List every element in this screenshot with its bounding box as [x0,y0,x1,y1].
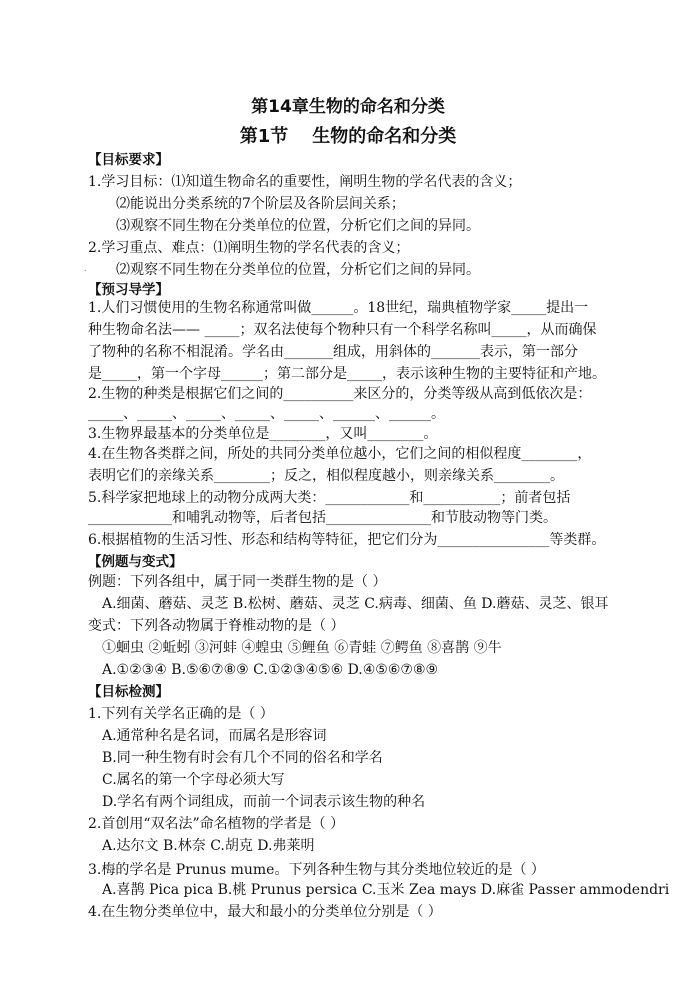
text-line: 2.生物的种类是根据它们之间的__________来区分的，分类等级从高到低依次是： [88,386,592,402]
text-line: 例题：下列各组中，属于同一类群生物的是（ ） [88,574,387,590]
text-line: 了物种的名称不相混淆。学名由_______组成，用斜体的_______表示，第一部分 [88,344,578,360]
text-line: 表明它们的亲缘关系________；反之，相似程度越小，则亲缘关系________。 [88,468,564,484]
text-line: ____________和哺乳动物等，后者包括_______________和节肢动物等门类。 [88,510,557,526]
text-line: 4.在生物分类单位中，最大和最小的分类单位分别是（ ） [88,904,442,920]
stray-mark: . [84,264,87,273]
section-label: 第1节 [239,126,289,147]
text-line: _____、_____、_____、_____、_____、______、______。 [88,406,445,422]
section-title [0,122,696,148]
text-line: A.达尔文 B.林奈 C.胡克 D.弗莱明 [102,838,315,854]
text-line: ⑵观察不同生物在分类单位的位置，分析它们之间的异同。 [116,262,480,278]
text-line: 3.生物界最基本的分类单位是________，又叫________。 [88,426,438,442]
text-line: 1.人们习惯使用的生物名称通常叫做______。18世纪，瑞典植物学家_____提出一 [88,300,589,316]
section-heading: 【预习导学】 [88,282,169,298]
text-line: C.属名的第一个字母必须大写 [102,772,285,788]
text-line: B.同一种生物有时会有几个不同的俗名和学名 [102,750,383,766]
text-line: 2.学习重点、难点：⑴阐明生物的学名代表的含义； [88,240,410,256]
text-line: ⑵能说出分类系统的7个阶层及各阶层间关系； [116,196,405,212]
section-heading: 【例题与变式】 [88,554,183,570]
section-heading: 【目标要求】 [88,152,169,168]
section-name: 生物的命名和分类 [312,126,457,147]
chapter-title: 第14章生物的命名和分类 [251,97,445,117]
text-line: 1.学习目标：⑴知道生物命名的重要性，阐明生物的学名代表的含义； [88,174,522,190]
section-heading: 【目标检测】 [88,684,169,700]
text-line: 种生物命名法—— _____；双名法使每个物种只有一个科学名称叫_____，从而确保 [88,322,597,338]
text-line: 1.下列有关学名正确的是（ ） [88,706,274,722]
text-line: 2.首创用“双名法”命名植物的学者是（ ） [88,816,345,832]
text-line: D.学名有两个词组成，而前一个词表示该生物的种名 [102,794,426,810]
text-line: 是_____，第一个字母______；第二部分是_____，表示该种生物的主要特征和产地。 [88,366,606,382]
text-line: A.①②③④ B.⑤⑥⑦⑧⑨ C.①②③④⑤⑥ D.④⑤⑥⑦⑧⑨ [102,662,439,678]
text-line: 6.根据植物的生活习性、形态和结构等特征，把它们分为________________等类群。 [88,532,606,548]
text-line: A.细菌、蘑菇、灵芝 B.松树、蘑菇、灵芝 C.病毒、细菌、鱼 D.蘑菇、灵芝、银耳 [102,596,609,612]
text-line: 5.科学家把地球上的动物分成两大类：____________和___________；前者包括 [88,490,571,506]
text-line: ⑶观察不同生物在分类单位的位置，分析它们之间的异同。 [116,218,480,234]
text-line: ①蛔虫 ②蚯蚓 ③河蚌 ④蝗虫 ⑤鲤鱼 ⑥青蛙 ⑦鳄鱼 ⑧喜鹊 ⑨牛 [102,640,502,656]
text-line: A.喜鹊 Pica pica B.桃 Prunus persica C.玉米 Zea mays D.麻雀 Passer ammodendri [102,882,670,898]
text-line: 3.梅的学名是 Prunus mume。下列各种生物与其分类地位较近的是（ ） [88,862,545,878]
text-line: A.通常种名是名词，而属名是形容词 [102,728,327,744]
text-line: 变式：下列各动物属于脊椎动物的是（ ） [88,618,345,634]
text-line: 4.在生物各类群之间，所处的共同分类单位越小，它们之间的相似程度________， [88,446,592,462]
